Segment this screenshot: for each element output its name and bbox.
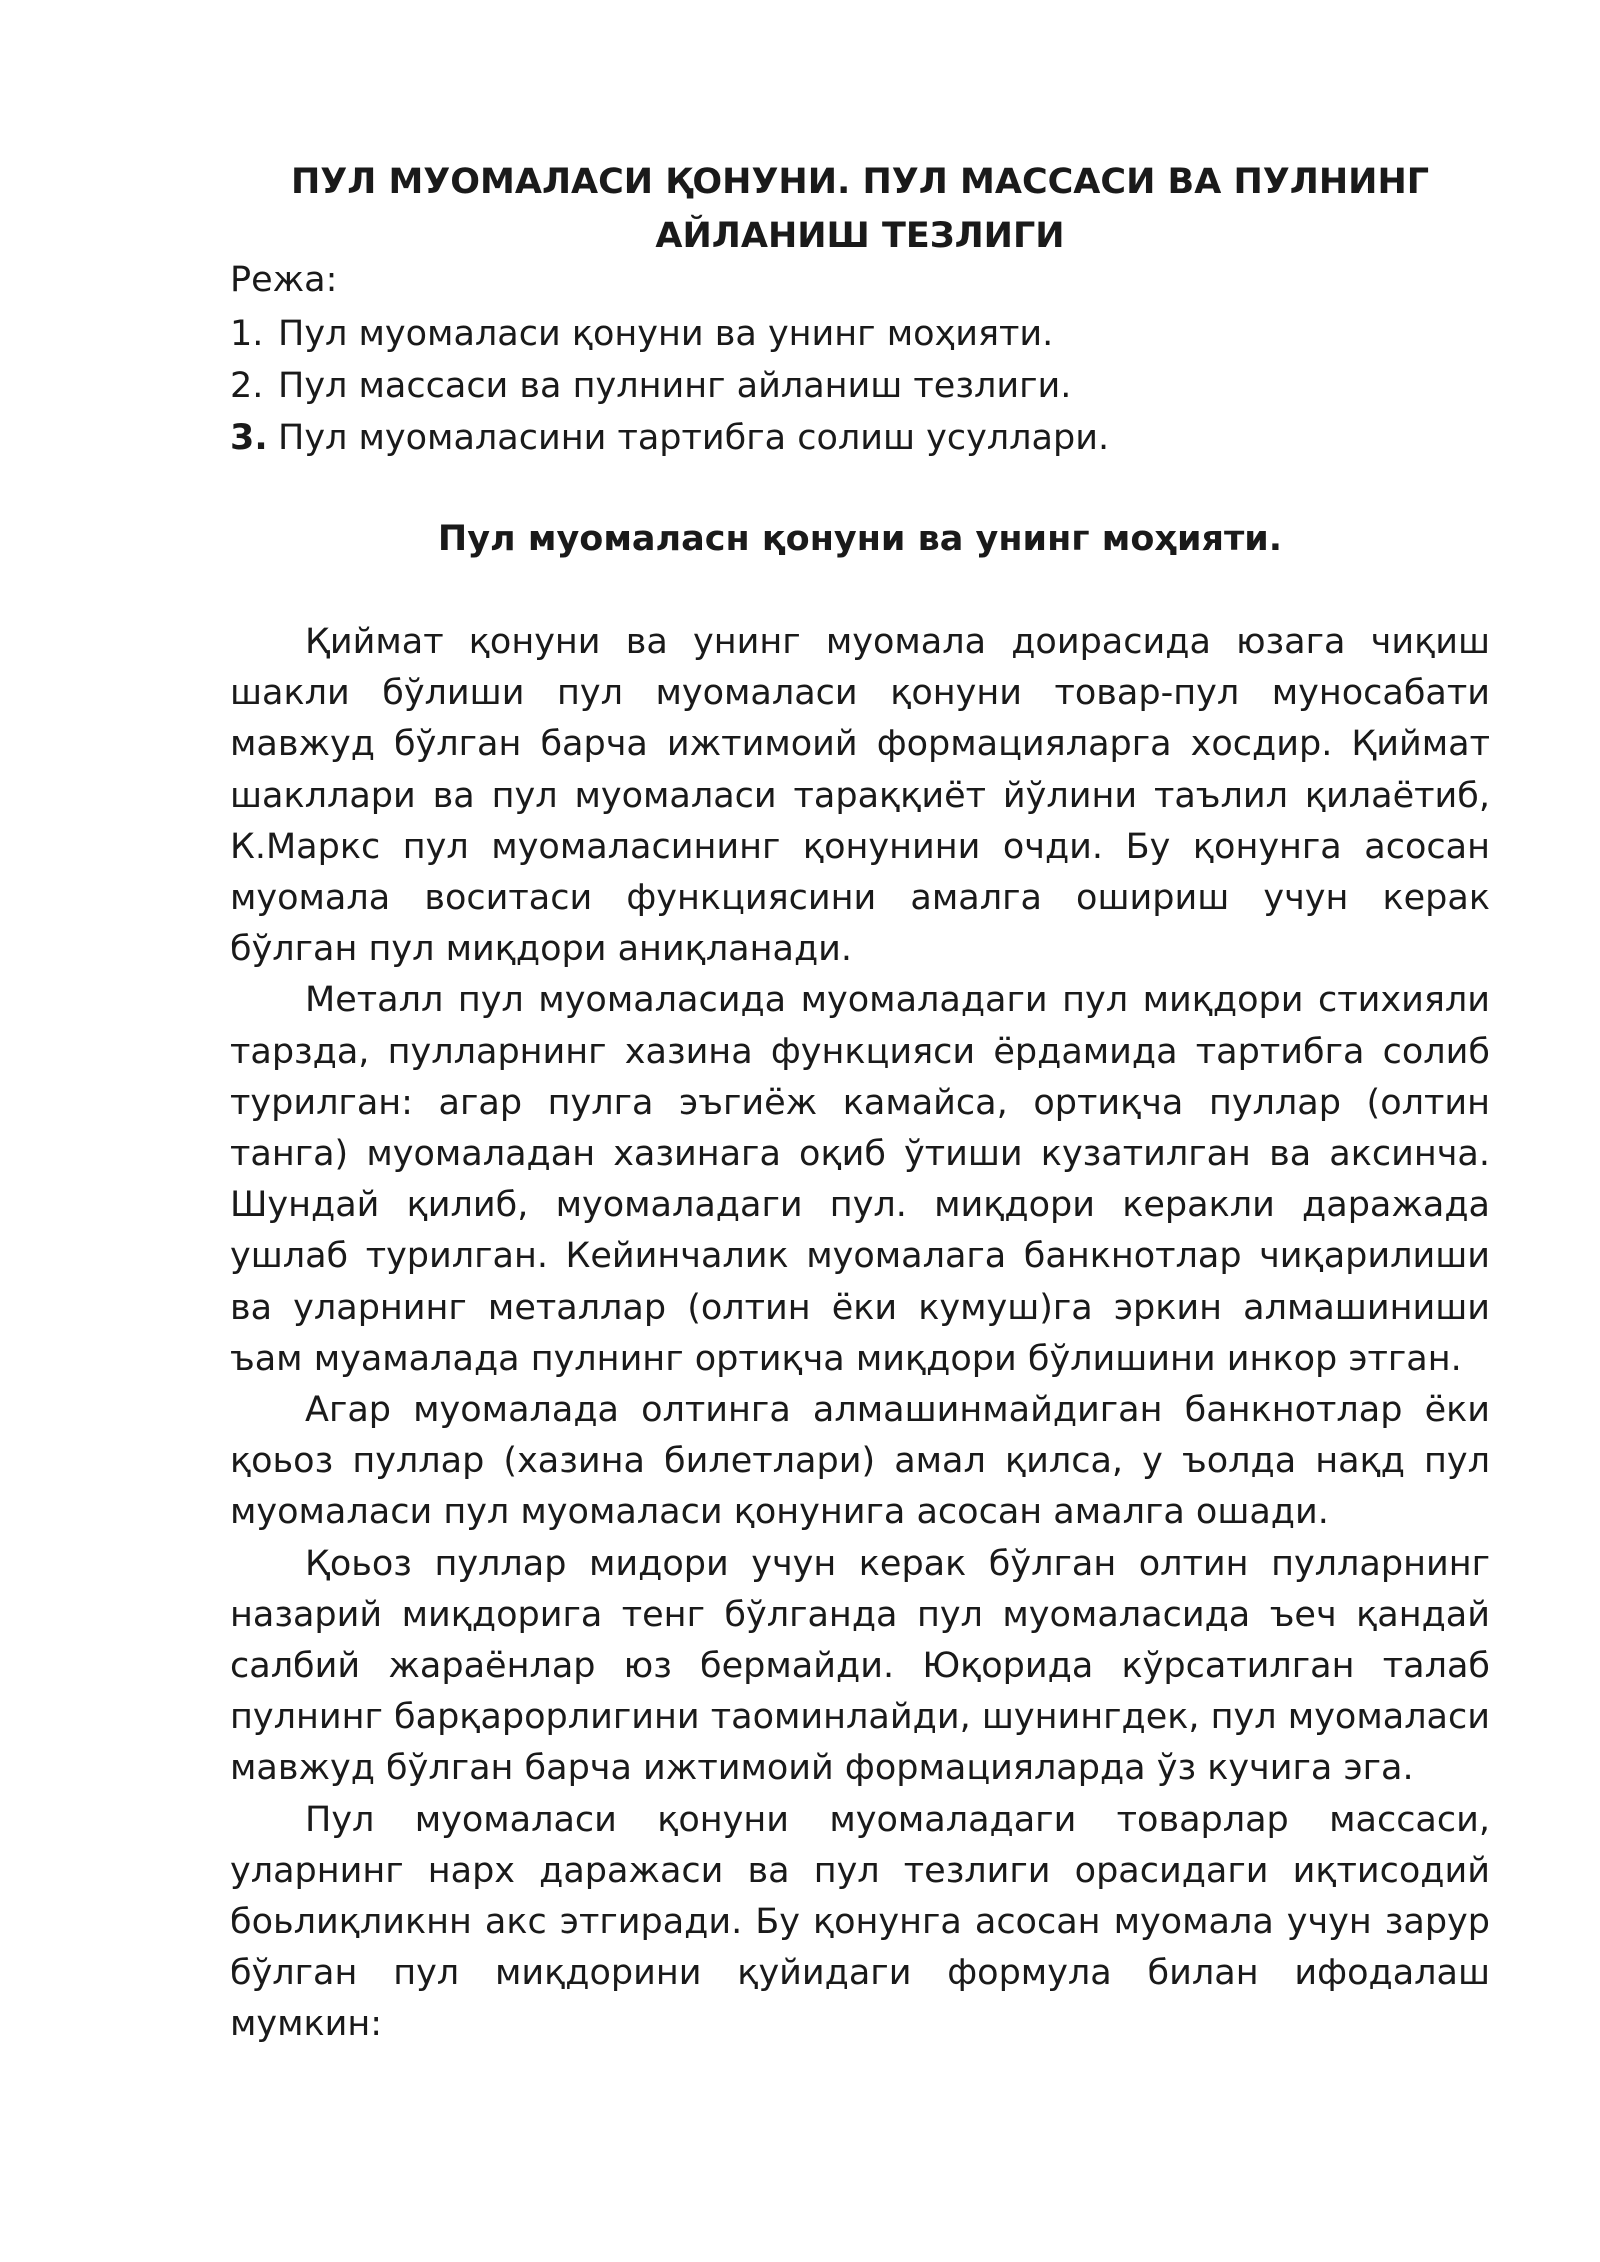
plan-item-text: Пул массаси ва пулнинг айланиш тезлиги. [278,366,1072,406]
paragraph: Қоьоз пуллар мидори учун керак бўлган олтин пулларнинг назарий миқдорига тенг бўлганда пул муомаласида ъеч қандай салбий жараёнлар юз бермайди. Юқорида кўрсатилган талаб пулнинг барқарорлигини таоминлайди, шунингдек, пул муомаласи мавжуд бўлган барча ижтимоий формацияларда ўз кучига эга. [230,1543,1490,1789]
plan-item-number: 1. [230,314,264,354]
plan-list [230,308,1109,464]
paragraph: Пул муомаласи қонуни муомаладаги товарлар массаси, уларнинг нарх даражаси ва пул тезлиги орасидаги иқтисодий боьлиқликнн акс этгиради. Бу қонунга асосан муомала учун зарур бўлган пул миқдорини қуйидаги формула билан ифодалаш мумкин: [230,1799,1490,2045]
plan-item [230,412,1109,464]
plan-item-number: 3. [230,418,268,458]
plan-item-number: 2. [230,366,264,406]
paragraph: Қиймат қонуни ва унинг муомала доирасида юзага чиқиш шакли бўлиши пул муомаласи қонуни товар-пул муносабати мавжуд бўлган барча ижтимоий формацияларга хосдир. Қиймат шакллари ва пул муомаласи тараққиёт йўлини таълил қилаётиб, К.Маркс пул муомаласининг қонунини очди. Бу қонунга асосан муомала воситаси функциясини амалга ошириш учун керак бўлган пул миқдори аниқланади. [230,622,1490,970]
plan-heading: Режа: [230,260,338,300]
section-heading: Пул муомаласн қонуни ва унинг моҳияти. [437,519,1283,559]
plan-item-text: Пул муомаласи қонуни ва унинг моҳияти. [278,314,1054,354]
body-text [230,617,1490,2051]
plan-item [230,308,1109,360]
plan-item [230,360,1109,412]
document-title: ПУЛ МУОМАЛАСИ ҚОНУНИ. ПУЛ МАССАСИ ВА ПУЛНИНГ АЙЛАНИШ ТЕЗЛИГИ [290,162,1430,256]
plan-item-text: Пул муомаласини тартибга солиш усуллари. [278,418,1110,458]
paragraph: Металл пул муомаласида муомаладаги пул миқдори стихияли тарзда, пулларнинг хазина функцияси ёрдамида тартибга солиб турилган: агар пулга эъгиёж камайса, ортиқча пуллар (олтин танга) муомаладан хазинага оқиб ўтиши кузатилган ва аксинча. Шундай қилиб, муомаладаги пул. миқдори кеpакли даражада ушлаб турилган. Кейинчалик муомалага банкнотлар чиқарилиши ва уларнинг металлар (олтин ёки кумуш)га эркин алмашиниши ъам муамалада пулнинг ортиқча миқдори бўлишини инкор этган. [230,980,1490,1379]
paragraph: Агар муомалада олтинга алмашинмайдиган банкнотлар ёки қоьоз пуллар (хазина билетлари) амал қилса, у ъолда нақд пул муомаласи пул муомаласи қонунига асосан амалга ошади. [230,1390,1490,1533]
